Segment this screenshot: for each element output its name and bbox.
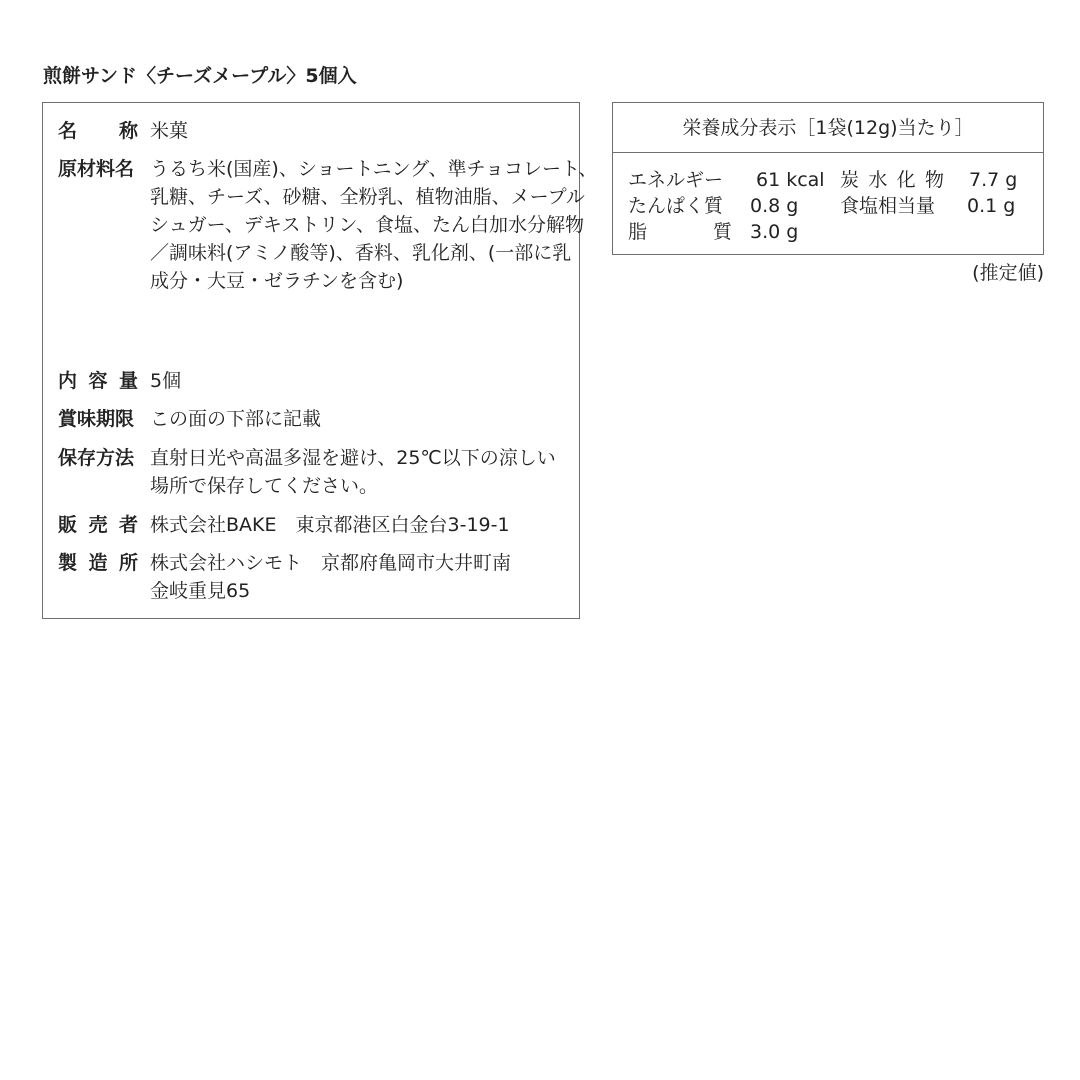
label-value-contents: 5個 — [150, 370, 182, 392]
nutrition-fat-label: 脂 質 — [628, 221, 732, 243]
nutrition-salt-value: 0.1 g — [967, 195, 1016, 217]
ingredients-line: 乳糖、チーズ、砂糖、全粉乳、植物油脂、メープル — [150, 186, 585, 208]
label-key-best-before: 賞味期限 — [58, 408, 135, 430]
nutrition-carbs-label: 炭 水 化 物 — [840, 169, 944, 191]
label-value-ingredients — [150, 155, 598, 295]
label-value-name: 米菓 — [150, 120, 189, 142]
nutrition-energy-label: エネルギー — [628, 169, 724, 191]
label-key-ingredients: 原材料名 — [58, 158, 135, 180]
food-label-table — [42, 102, 598, 619]
label-key-name: 名 称 — [58, 120, 138, 142]
manufacturer-line: 株式会社ハシモト 京都府亀岡市大井町南 — [150, 552, 512, 574]
label-value-seller: 株式会社BAKE 東京都港区白金台3-19-1 — [150, 514, 510, 536]
ingredients-line: シュガー、デキストリン、食塩、たん白加水分解物 — [150, 214, 584, 236]
label-key-manufacturer: 製 造 所 — [58, 552, 138, 574]
label-value-best-before: この面の下部に記載 — [150, 408, 322, 430]
label-value-manufacturer — [150, 549, 570, 605]
storage-line: 場所で保存してください。 — [150, 475, 379, 497]
ingredients-line: 成分・大豆・ゼラチンを含む) — [150, 270, 404, 292]
label-value-storage — [150, 444, 570, 500]
nutrition-protein-label: たんぱく質 — [628, 195, 724, 217]
nutrition-header: 栄養成分表示［1袋(12g)当たり］ — [613, 103, 1043, 153]
product-title: 煎餅サンド〈チーズメープル〉5個入 — [43, 65, 357, 87]
ingredients-line: ／調味料(アミノ酸等)、香料、乳化剤、(一部に乳 — [150, 242, 572, 264]
estimated-value-note: (推定値) — [972, 262, 1044, 284]
nutrition-salt-label: 食塩相当量 — [840, 195, 936, 217]
label-key-storage: 保存方法 — [58, 447, 135, 469]
nutrition-protein-value: 0.8 g — [750, 195, 799, 217]
nutrition-energy-value: 61 kcal — [756, 169, 825, 191]
storage-line: 直射日光や高温多湿を避け、25℃以下の涼しい — [150, 447, 556, 469]
manufacturer-line: 金岐重見65 — [150, 580, 251, 602]
nutrition-carbs-value: 7.7 g — [969, 169, 1018, 191]
label-key-contents: 内 容 量 — [58, 370, 138, 392]
ingredients-line: うるち米(国産)、ショートニング、準チョコレート、 — [150, 158, 598, 180]
nutrition-fat-value: 3.0 g — [750, 221, 799, 243]
label-key-seller: 販 売 者 — [58, 514, 138, 536]
nutrition-facts-table — [612, 102, 1044, 255]
